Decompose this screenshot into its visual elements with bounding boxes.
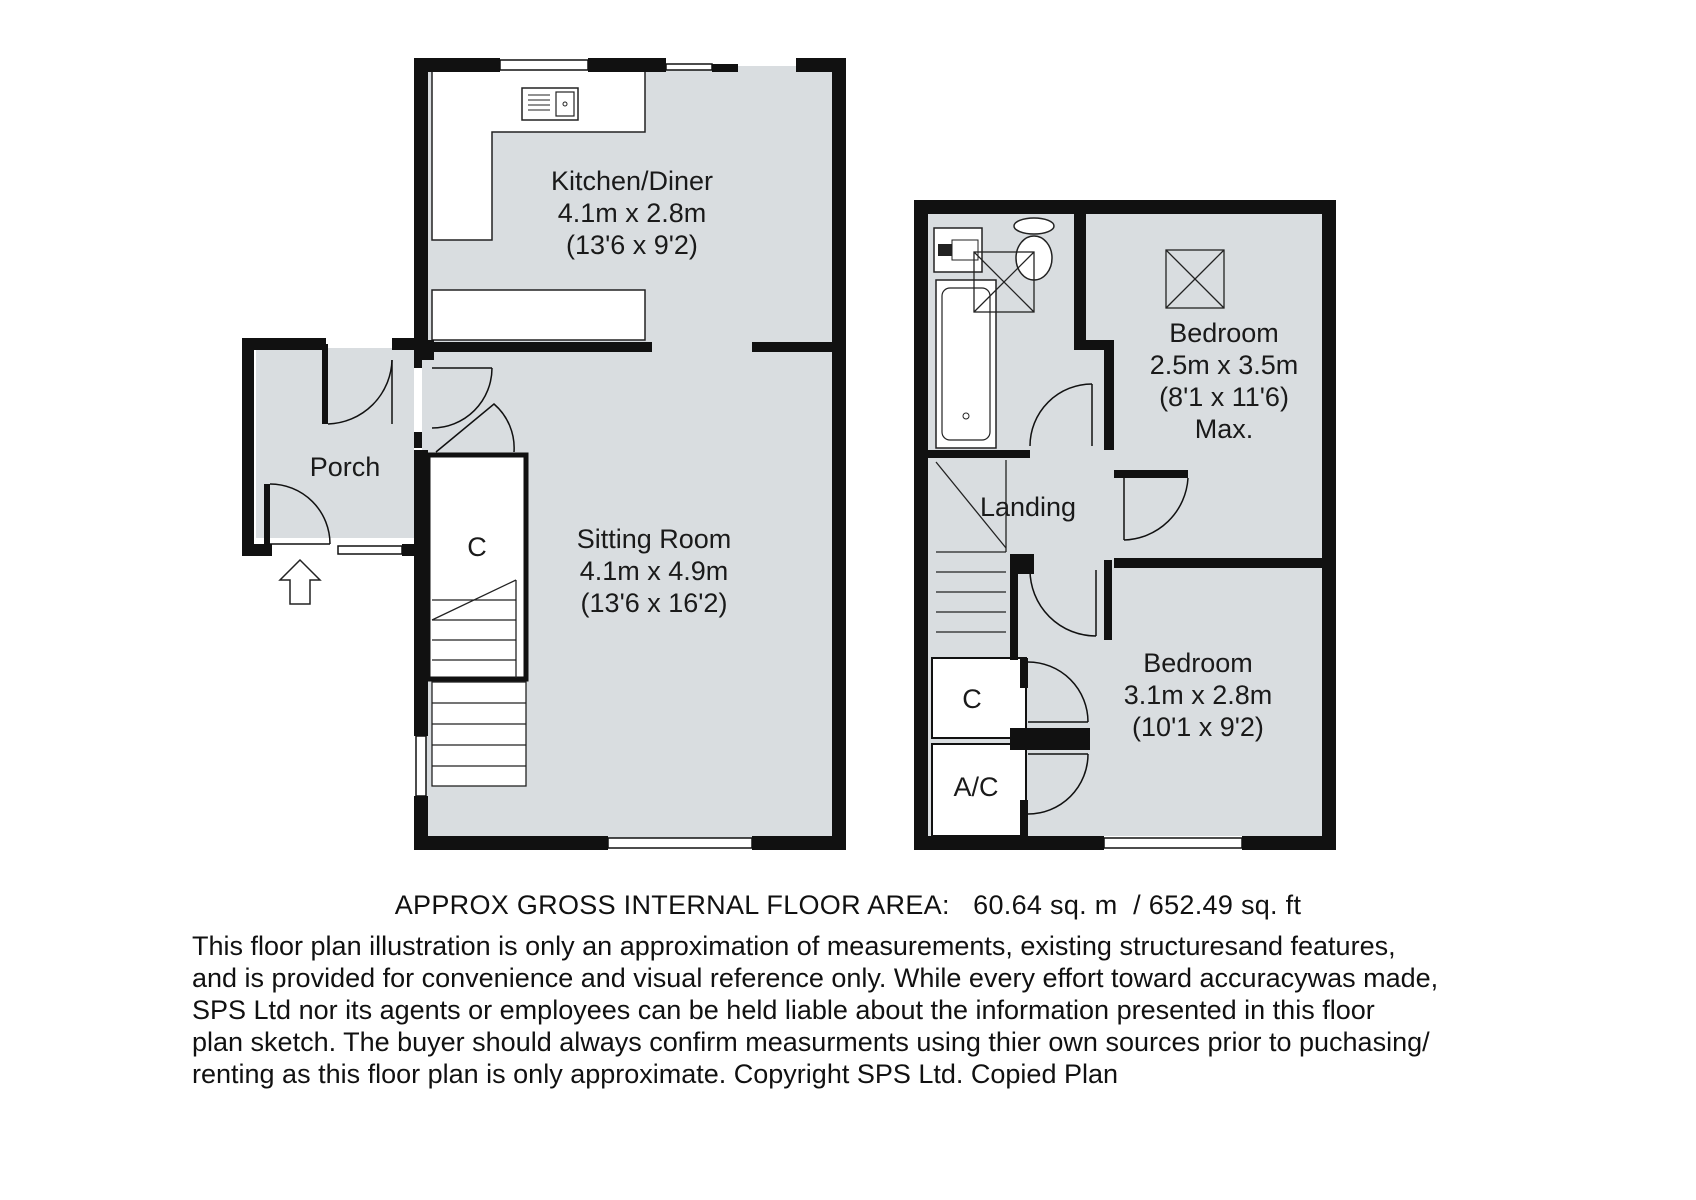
kitchen-name: Kitchen/Diner <box>550 166 714 196</box>
floor-area-sqm: 60.64 sq. m <box>973 890 1118 920</box>
floor-area-summary <box>0 890 1696 921</box>
bedroom2-imperial: (10'1 x 9'2) <box>1132 712 1264 742</box>
floor-area-sqft: / 652.49 sq. ft <box>1133 890 1302 920</box>
kitchen-imperial: (13'6 x 9'2) <box>566 230 698 260</box>
bedroom2-name: Bedroom <box>1143 648 1253 678</box>
sink-icon <box>522 88 578 120</box>
bedroom1-metric: 2.5m x 3.5m <box>1149 350 1299 380</box>
floor-area-label: APPROX GROSS INTERNAL FLOOR AREA: <box>394 890 950 920</box>
disclaimer-line: plan sketch. The buyer should always confirm measurments using thier own sources prior to puchasing/ <box>192 1027 1430 1057</box>
first-cupboard-name: C <box>962 684 982 714</box>
first-window <box>1104 838 1242 848</box>
kitchen-metric: 4.1m x 2.8m <box>557 198 707 228</box>
kitchen-counter-bottom <box>432 290 645 340</box>
bedroom1-name: Bedroom <box>1169 318 1279 348</box>
disclaimer <box>192 930 1612 1090</box>
sitting-imperial: (13'6 x 16'2) <box>580 588 728 618</box>
landing-name: Landing <box>979 492 1077 522</box>
ground-cupboard-name: C <box>467 532 487 562</box>
basin-icon <box>934 228 982 272</box>
first-floor <box>914 200 1336 850</box>
porch-name: Porch <box>309 452 381 482</box>
disclaimer-line: This floor plan illustration is only an approximation of measurements, existing structuresand features, <box>192 931 1396 961</box>
bedroom1-imperial: (8'1 x 11'6) <box>1159 382 1289 412</box>
bedroom2-metric: 3.1m x 2.8m <box>1123 680 1273 710</box>
entrance-arrow-icon <box>280 560 320 604</box>
disclaimer-line: SPS Ltd nor its agents or employees can be held liable about the information presented in this floor <box>192 995 1375 1025</box>
sitting-name: Sitting Room <box>576 524 732 554</box>
bedroom1-note: Max. <box>1194 414 1254 444</box>
stair-cupboard <box>428 455 526 679</box>
airing-cupboard-name: A/C <box>953 772 999 802</box>
ground-floor <box>242 58 846 850</box>
disclaimer-line: and is provided for convenience and visual reference only. While every effort toward accuracywas made, <box>192 963 1439 993</box>
disclaimer-line: renting as this floor plan is only approximate. Copyright SPS Ltd. Copied Plan <box>192 1059 1119 1089</box>
bath-icon <box>936 280 996 448</box>
sitting-metric: 4.1m x 4.9m <box>579 556 729 586</box>
